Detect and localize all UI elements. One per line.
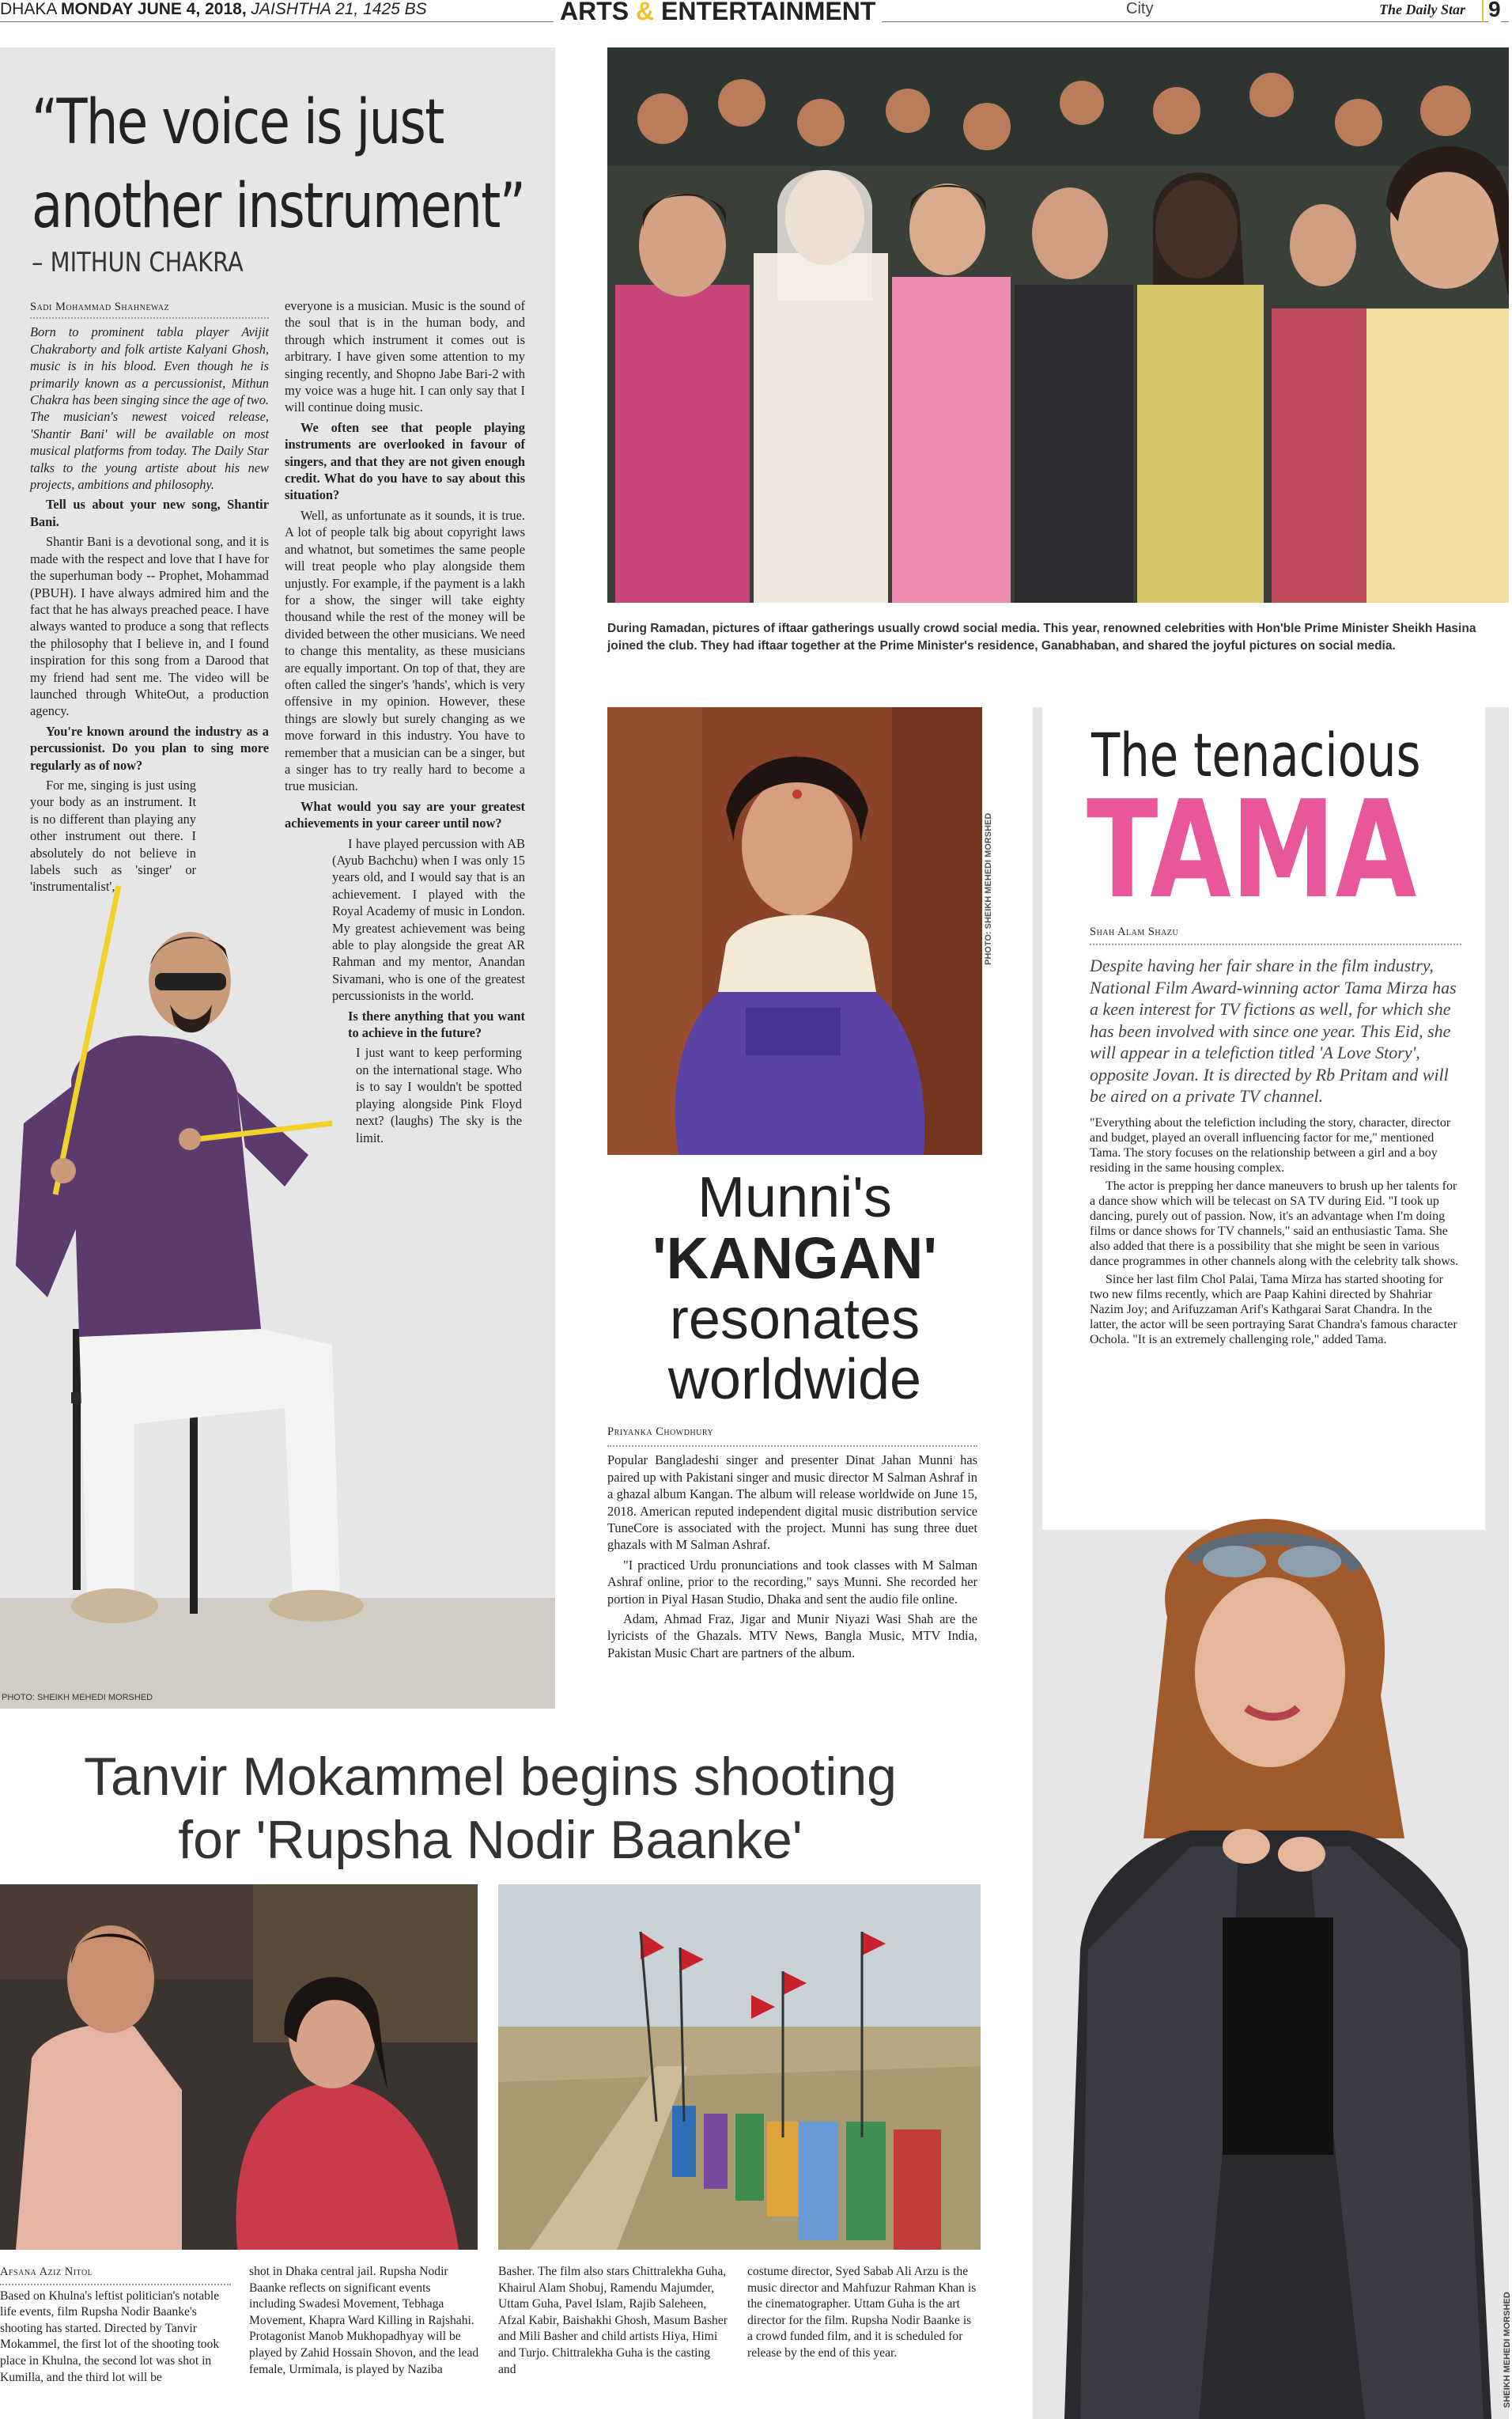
tanvir-col1-text: Based on Khulna's leftist politician's notable life events, film Rupsha Nodir Baanke's shooting has started. Directed by Tanvir Mokammel, the first lot of the shooting took place in Khulna, the second lot was shot in Kumilla, and the third lot will be <box>0 2288 220 2384</box>
mithun-q2: You're known around the industry as a percussionist. Do you plan to sing more regularly as of now? <box>30 723 269 773</box>
edition-label: City <box>1121 0 1158 18</box>
tama-photo-credit: SHEIKH MEHEDI MORSHED <box>1503 2292 1512 2408</box>
mithun-a2: For me, singing is just using your body as an instrument. It is no different than playing any other instrument out there. I absolutely do not believe in labels such as 'singer' or 'instrumentalist', <box>30 777 196 895</box>
page-number: 9 <box>1488 0 1501 22</box>
byline-rule <box>30 317 269 319</box>
iftar-photo <box>607 47 1509 603</box>
tama-p2: The actor is prepping her dance maneuvers to brush up her talents for a dance show which will be telecast on SA TV during Eid. "I took up dancing, purely out of passion. Now, it's an advantage when I'm doing films or dance shows for TV channels," said an enthusiastic Tama. She also added that there is a possibility that she might be seen in various dance programmes in other channels along with the celebrity talk shows. <box>1090 1179 1459 1268</box>
tama-byline: Shah Alam Shazu <box>1090 926 1179 938</box>
tanvir-head1: Tanvir Mokammel begins shooting <box>83 1747 898 1807</box>
munni-headline <box>607 1168 982 1410</box>
munni-story <box>607 1424 977 1664</box>
iftar-caption: During Ramadan, pictures of iftaar gatherings usually crowd social media. This year, renowned celebrities with Hon'ble Prime Minister Sheikh Hasina joined the club. They had iftaar together at the Prime Minister's residence, Ganabhaban, and shared the joyful pictures on social media. <box>607 622 1476 653</box>
tama-p1: "Everything about the telefiction including the story, character, director and budget, played an overall influencing factor for me," mentioned Tama. The story focuses on the relationship between a girl and a boy residing in the same housing complex. <box>1090 1115 1451 1175</box>
tama-p3: Since her last film Chol Palai, Tama Mirza has started shooting for two new films recently, which are Paap Kahini directed by Shahriar Nazim Joy; and Arifuzzaman Arif's Kathgarai Sarat Chandra. In the latter, the actor will be seen portraying Sarat Chandra's famous character Ochola. "It is an extremely challenging role," added Tama. <box>1090 1272 1457 1346</box>
munni-byline-rule <box>607 1445 977 1447</box>
munni-p2: "I practiced Urdu pronunciations and took classes with M Salman Ashraf online, prior to the recording," says Munni. She recorded her portion in Piyal Hasan Studio, Dhaka and sent the audio file online. <box>607 1557 977 1607</box>
mithun-a3: Well, as unfortunate as it sounds, it is true. A lot of people talk big about copyright laws and whatnot, but sometimes the same people will treat people who play alongside them unjustly. For example, if the payment is a lakh for a show, the singer will take eighty thousand while the rest of the money will be divided between the other musicians. We need to change this mentality, as these musicians are equally important. On top of that, they are often called the singer's 'hands', which is very offensive in my opinion. However, these things are slowly but surely changing as we move forward in this industry. You have to remember that a musician can be a singer, but a singer has to try really hard to become a true musician. <box>285 507 525 794</box>
mithun-q4: What would you say are your greatest achievements in your career until now? <box>285 798 525 831</box>
tanvir-photo-2 <box>498 1884 981 2250</box>
section-amp: & <box>636 0 655 25</box>
tanvir-byline-rule <box>0 2284 231 2285</box>
munni-head2: 'KANGAN' <box>652 1225 937 1291</box>
tama-head1: The tenacious <box>1091 720 1421 790</box>
tanvir-col4 <box>747 2264 978 2365</box>
mithun-byline: Sadi Mohammad Shahnewaz <box>30 301 170 313</box>
mithun-intro: Born to prominent tabla player Avijit Chakraborty and folk artiste Kalyani Ghosh, music is in his blood. Even though he is primarily known as a percussionist, Mithun Chakra has been singing since the age of two. The musician's newest voiced release, 'Shantir Bani' will be available on most musical platforms from today. The Daily Star talks to the young artiste about his new projects, ambitions and philosophy. <box>30 324 269 493</box>
dateline-city: DHAKA <box>0 0 57 18</box>
tanvir-photo-1-image <box>0 1884 478 2250</box>
tanvir-col2-text: shot in Dhaka central jail. Rupsha Nodir Baanke reflects on significant events including Swadesi Movement, Tebhaga Movement, Khapra Ward Killing in Rajshahi. Protagonist Manob Mukhopadhyay will be played by Zahid Hossain Shovon, and the lead female, Urmimala, is played by Naziba <box>249 2265 479 2376</box>
section-arts: ARTS <box>560 0 629 25</box>
mithun-a4: I have played percussion with AB (Ayub Bachchu) when I was only 15 years old, and I would say that is an achievement. I played with the Royal Academy of music in London. My greatest achievement was being able to play alongside the great AR Rahman and my mentor, Anandan Sivamani, who is one of the greatest percussionists in the world. <box>332 835 525 1004</box>
tama-intro: Despite having her fair share in the film industry, National Film Award-winning actor Tama Mirza has a keen interest for TV fictions as well, for which she has been involved with since one year. This Eid, she will appear in a telefiction titled 'A Love Story', opposite Jovan. It is directed by Rb Pritam and will be aired on a private TV channel. <box>1090 956 1457 1106</box>
tanvir-col2 <box>249 2264 480 2381</box>
section-ent: ENTERTAINMENT <box>661 0 876 25</box>
munni-p3: Adam, Ahmad Fraz, Jigar and Munir Niyazi Wasi Shah are the lyricists of the Ghazals. MTV News, Bangla Music, MTV India, Pakistan Music Chart are partners of the album. <box>607 1611 977 1660</box>
mithun-a5: I just want to keep performing on the international stage. Who is to say I wouldn't be spotted playing alongside Pink Floyd next? (laughs) The sky is the limit. <box>356 1045 522 1145</box>
section-title <box>554 0 882 26</box>
tanvir-photo-2-image <box>498 1884 981 2250</box>
dateline <box>0 0 427 19</box>
munni-byline: Priyanka Chowdhury <box>607 1425 714 1438</box>
mithun-q3: We often see that people playing instruments are overlooked in favour of singers, and that they are not given enough credit. What do you have to say about this situation? <box>285 419 525 503</box>
tama-story <box>1090 926 1461 1350</box>
mithun-q1: Tell us about your new song, Shantir Bani. <box>30 497 269 529</box>
mithun-a2b: everyone is a musician. Music is the sound of the soul that is in the human body, and through which instrument it comes out is arbitrary. I have given some attention to my singing recently, and Shopno Jabe Bari-2 with my voice was a huge hit. I can only say that I will continue doing music. <box>285 298 525 415</box>
tanvir-photo-1 <box>0 1884 478 2250</box>
tanvir-col3 <box>498 2264 729 2381</box>
munni-head1: Munni's <box>697 1166 892 1229</box>
munni-head3: resonates <box>669 1288 920 1351</box>
munni-head4: worldwide <box>667 1348 922 1411</box>
mithun-a1: Shantir Bani is a devotional song, and it is made with the respect and love that I have for the superhuman body -- Prophet, Mohammad (PBUH). I have always admired him and the fact that he has always preached peace. I have always wanted to produce a song that reflects the philosophy that I believe in, and I found inspiration for this song from a Darood that my friend had sent me. The video will be launched through WhiteOut, a production agency. <box>30 534 269 719</box>
masthead-logo: The Daily Star <box>1376 2 1469 18</box>
tanvir-col1 <box>0 2264 231 2389</box>
tanvir-col3-text: Basher. The film also stars Chittralekha Guha, Khairul Alam Shobuj, Ramendu Majumder, Uttam Guha, Pavel Islam, Rajib Saleheen, Afzal Kabir, Baishakhi Ghosh, Masum Basher and Mili Basher and child artists Hiya, Himi and Turjo. Chittralekha Guha is the casting and <box>498 2265 728 2376</box>
mithun-col1 <box>30 299 269 899</box>
page-header <box>0 0 1509 27</box>
tanvir-col4-text: costume director, Syed Sabab Ali Arzu is the music director and Mahfuzur Rahman Khan is the cinematographer. Uttam Guha is the art director for the film. Rupsha Nodir Baanke is a crowd funded film, and it is scheduled for release by the end of this year. <box>747 2265 977 2360</box>
tama-head2: TAMA <box>1087 772 1417 929</box>
iftar-photo-image <box>607 47 1509 603</box>
munni-p1: Popular Bangladeshi singer and presenter Dinat Jahan Munni has paired up with Pakistani singer and music director M Salman Ashraf in a ghazal album Kangan. The album will release worldwide on June 15, 2018. American reputed independent digital music distribution service TuneCore is associated with the project. Munni has sung three duet ghazals with M Salman Ashraf. <box>607 1452 977 1553</box>
page-number-divider <box>1482 0 1484 22</box>
munni-photo-credit: PHOTO: SHEIKH MEHEDI MORSHED <box>984 812 993 965</box>
tama-photo <box>1033 1506 1509 2419</box>
mithun-photo <box>0 886 555 1709</box>
tanvir-head2: for 'Rupsha Nodir Baanke' <box>178 1810 803 1870</box>
mithun-subhead: – MITHUN CHAKRA <box>32 247 244 278</box>
dateline-date: MONDAY JUNE 4, 2018, <box>61 0 247 18</box>
munni-photo <box>607 707 982 1155</box>
mithun-panel <box>0 47 555 1707</box>
tama-byline-rule <box>1090 944 1461 945</box>
mithun-q5: Is there anything that you want to achieve in the future? <box>348 1008 525 1041</box>
tanvir-headline <box>0 1745 981 1872</box>
munni-photo-image <box>607 707 982 1155</box>
tanvir-byline: Afsana Aziz Nitol <box>0 2266 93 2278</box>
mithun-headline: “The voice is just another instrument” <box>32 87 525 242</box>
dateline-bangla: JAISHTHA 21, 1425 BS <box>251 0 427 18</box>
tama-panel <box>1033 707 1512 2419</box>
mithun-photo-credit: PHOTO: SHEIKH MEHEDI MORSHED <box>2 1693 153 1702</box>
